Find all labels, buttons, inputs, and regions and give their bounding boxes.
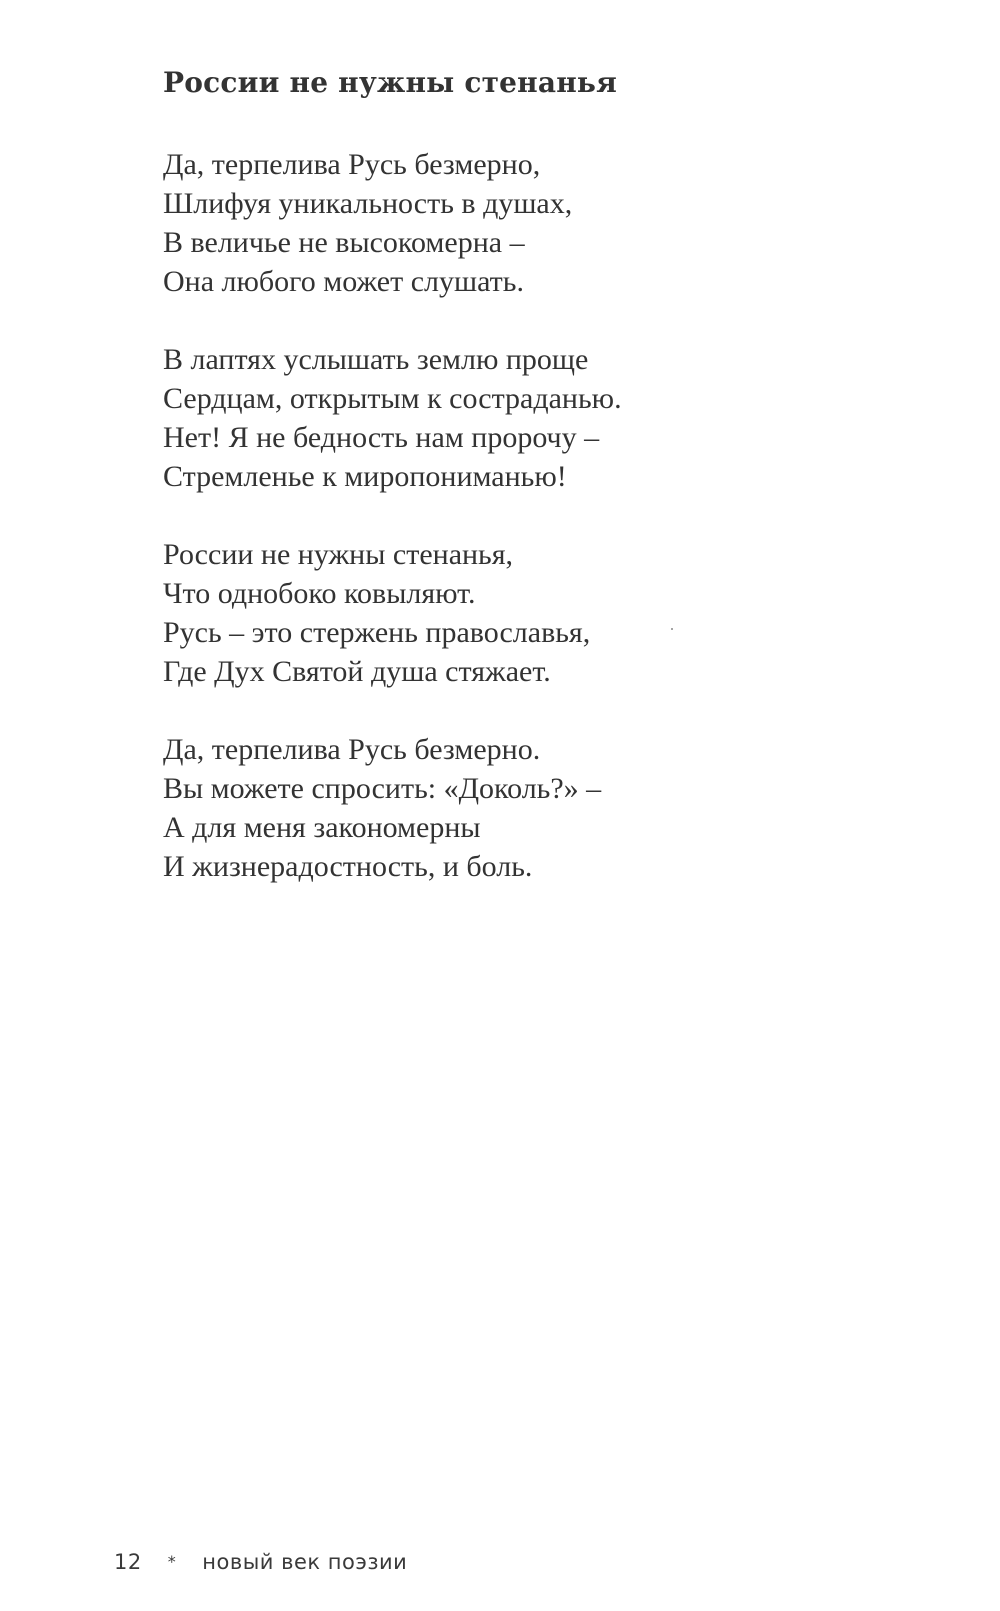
poem-line: Сердцам, открытым к состраданью. [163, 382, 622, 415]
stanza-1 [163, 145, 622, 301]
poem-line: А для меня закономерны [163, 811, 481, 844]
poem-title: России не нужны стенанья [163, 66, 618, 99]
print-speck [671, 628, 673, 630]
poem-line: В лаптях услышать землю проще [163, 343, 589, 376]
poem-line: Что однобоко ковыляют. [163, 577, 476, 610]
poem-body [163, 145, 622, 925]
poem-line: Русь – это стержень православья, [163, 616, 591, 649]
poem-line: Да, терпелива Русь безмерно, [163, 148, 541, 181]
page-number: 12 [114, 1550, 142, 1574]
poem-line: Вы можете спросить: «Доколь?» – [163, 772, 602, 805]
footer-separator: * [167, 1552, 177, 1571]
stanza-3 [163, 535, 622, 691]
poem-line: Стремленье к миропониманью! [163, 460, 567, 493]
poem-line: Где Дух Святой душа стяжает. [163, 655, 551, 688]
stanza-4 [163, 730, 622, 886]
poem-line: Да, терпелива Русь безмерно. [163, 733, 541, 766]
poem-line: Она любого может слушать. [163, 265, 524, 298]
page-footer [114, 1550, 407, 1574]
stanza-2 [163, 340, 622, 496]
poem-line: Шлифуя уникальность в душах, [163, 187, 573, 220]
poem-line: России не нужны стенанья, [163, 538, 514, 571]
poem-line: В величье не высокомерна – [163, 226, 525, 259]
series-name: новый век поэзии [202, 1550, 408, 1574]
poem-line: Нет! Я не бедность нам пророчу – [163, 421, 600, 454]
poem-line: И жизнерадостность, и боль. [163, 850, 533, 883]
